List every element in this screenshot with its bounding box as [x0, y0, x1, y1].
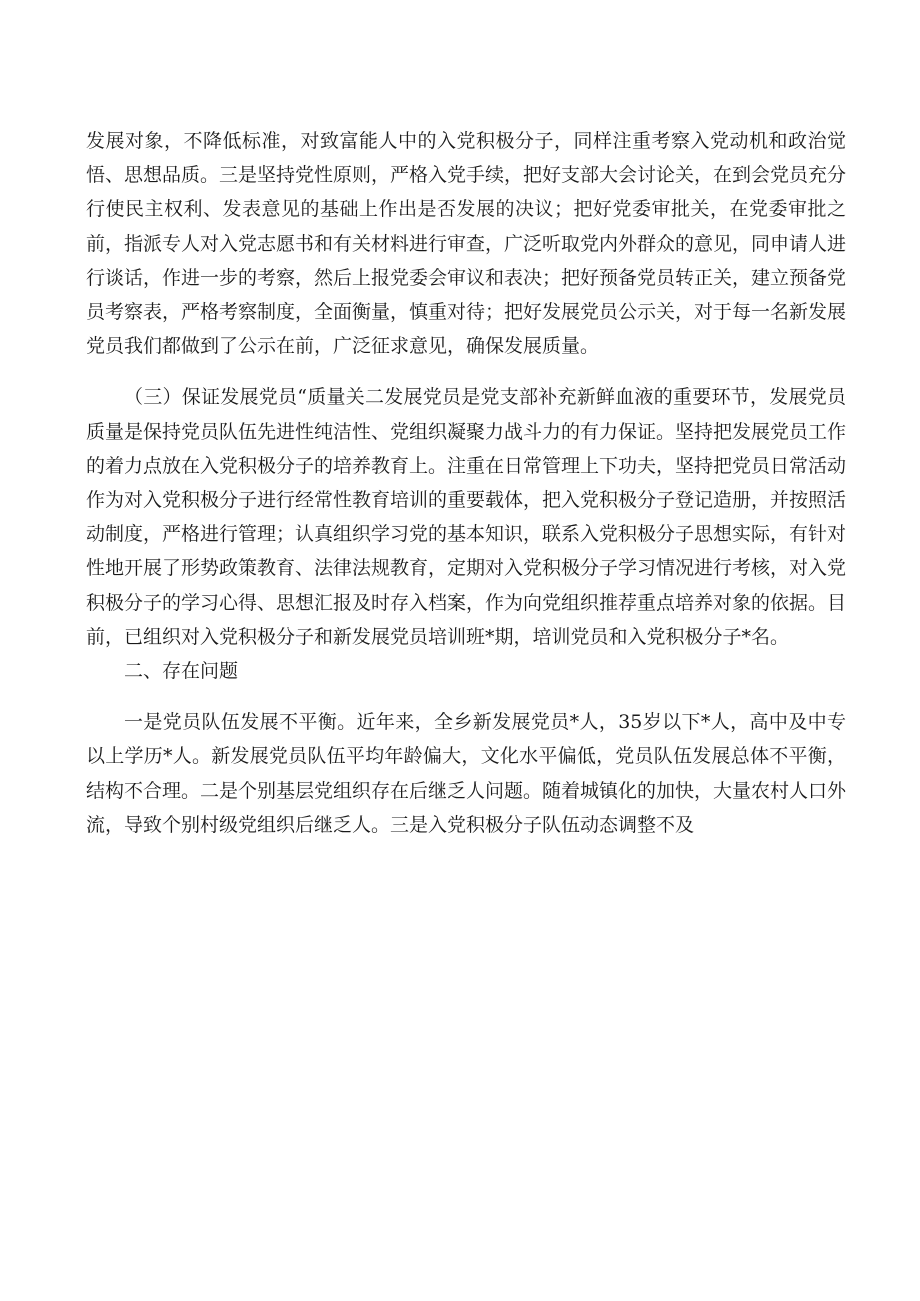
paragraph-continuation: 发展对象，不降低标准，对致富能人中的入党积极分子，同样注重考察入党动机和政治觉悟、思想品质。三是坚持党性原则，严格入党手续，把好支部大会讨论关，在到会党员充分行使民主权利、发表意见的基础上作出是否发展的决议；把好党委审批关，在党委审批之前，指派专人对入党志愿书和有关材料进行审查，广泛听取党内外群众的意见，同申请人进行谈话，作进一步的考察，然后上报党委会审议和表决；把好预备党员转正关，建立预备党员考察表，严格考察制度，全面衡量，慎重对待；把好发展党员公示关，对于每一名新发展党员我们都做到了公示在前，广泛征求意见，确保发展质量。 — [86, 130, 847, 358]
section-heading-problems: 二、存在问题 — [124, 660, 239, 683]
document-body — [86, 124, 846, 842]
paragraph-problems: 一是党员队伍发展不平衡。近年来，全乡新发展党员*人，35岁以下*人，高中及中专以上学历*人。新发展党员队伍平均年龄偏大，文化水平偏低，党员队伍发展总体不平衡，结构不合理。二是个别基层党组织存在后继乏人问题。随着城镇化的加快，大量农村人口外流，导致个别村级党组织后继乏人。三是入党积极分子队伍动态调整不及 — [86, 711, 847, 836]
paragraph-quality-control: （三）保证发展党员“质量关二发展党员是党支部补充新鲜血液的重要环节，发展党员质量是保持党员队伍先进性纯洁性、党组织凝聚力战斗力的有力保证。坚持把发展党员工作的着力点放在入党积极分子的培养教育上。注重在日常管理上下功夫，坚持把党员日常活动作为对入党积极分子进行经常性教育培训的重要载体，把入党积极分子登记造册，并按照活动制度，严格进行管理；认真组织学习党的基本知识，联系入党积极分子思想实际，有针对性地开展了形势政策教育、法律法规教育，定期对入党积极分子学习情况进行考核，对入党积极分子的学习心得、思想汇报及时存入档案，作为向党组织推荐重点培养对象的依据。目前，已组织对入党积极分子和新发展党员培训班*期，培训党员和入党积极分子*名。 — [86, 386, 847, 648]
